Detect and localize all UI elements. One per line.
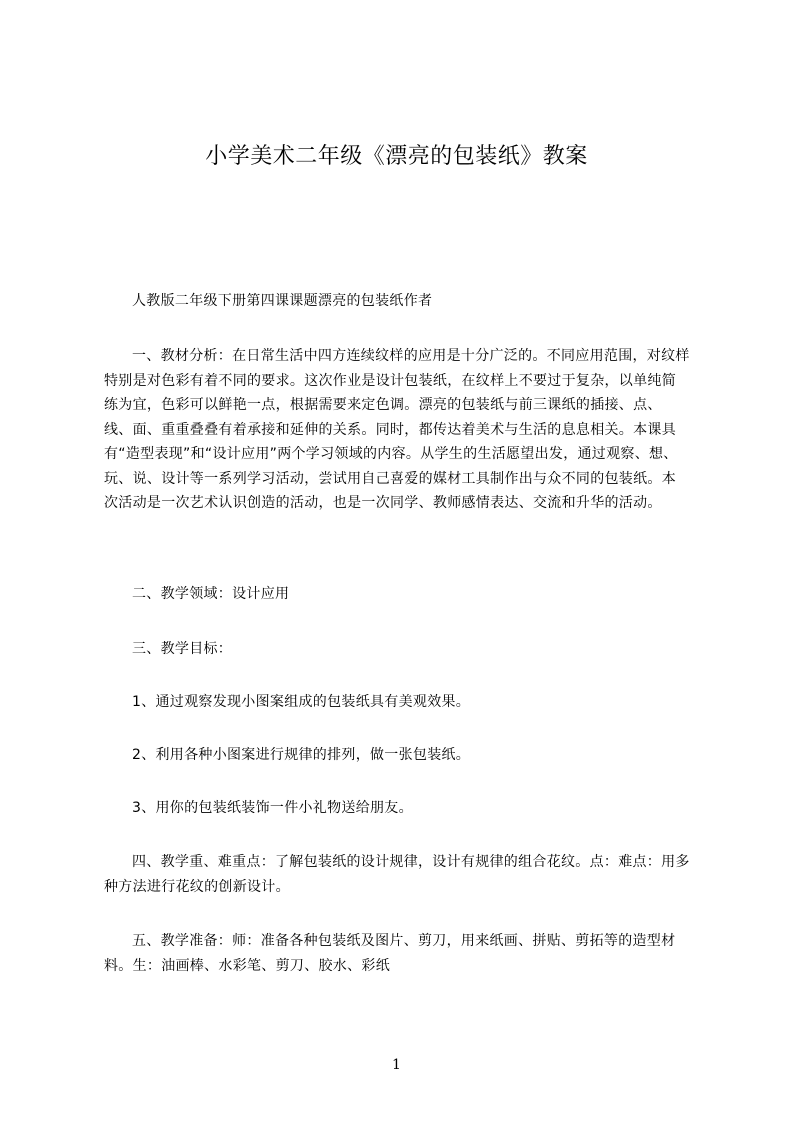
paragraph-goal-3: 3、用你的包装纸装饰一件小礼物送给朋友。 xyxy=(132,800,413,816)
paragraph-preparation: 五、教学准备：师：准备各种包装纸及图片、剪刀，用来纸画、拼贴、剪拓等的造型材料。生：油画棒、水彩笔、剪刀、胶水、彩纸 xyxy=(104,933,676,974)
document-title: 小学美术二年级《漂亮的包装纸》教案 xyxy=(205,144,588,169)
paragraph-author-line: 人教版二年级下册第四课课题漂亮的包装纸作者 xyxy=(132,293,433,309)
paragraph-material-analysis: 一、教材分析：在日常生活中四方连续纹样的应用是十分广泛的。不同应用范围，对纹样特别是对色彩有着不同的要求。这次作业是设计包装纸，在纹样上不要过于复杂，以单纯简练为宜，色彩可以鲜艳一点，根据需要来定色调。漂亮的包装纸与前三课纸的插接、点、线、面、重重叠叠有着承接和延伸的关系。同时，都传达着美术与生活的息息相关。本课具有“造型表现”和“设计应用”两个学习领域的内容。从学生的生活愿望出发，通过观察、想、玩、说、设计等一系列学习活动，尝试用自己喜爱的媒材工具制作出与众不同的包装纸。本次活动是一次艺术认识创造的活动，也是一次同学、教师感情表达、交流和升华的活动。 xyxy=(104,348,690,511)
paragraph-teaching-goals: 三、教学目标： xyxy=(132,641,233,657)
paragraph-goal-1: 1、通过观察发现小图案组成的包装纸具有美观效果。 xyxy=(132,694,471,710)
page-number: 1 xyxy=(392,1057,401,1073)
paragraph-teaching-field: 二、教学领域：设计应用 xyxy=(132,586,290,602)
paragraph-key-points: 四、教学重、难重点：了解包装纸的设计规律，设计有规律的组合花纹。点：难点：用多种方法进行花纹的创新设计。 xyxy=(104,854,690,895)
paragraph-goal-2: 2、利用各种小图案进行规律的排列，做一张包装纸。 xyxy=(132,747,471,763)
